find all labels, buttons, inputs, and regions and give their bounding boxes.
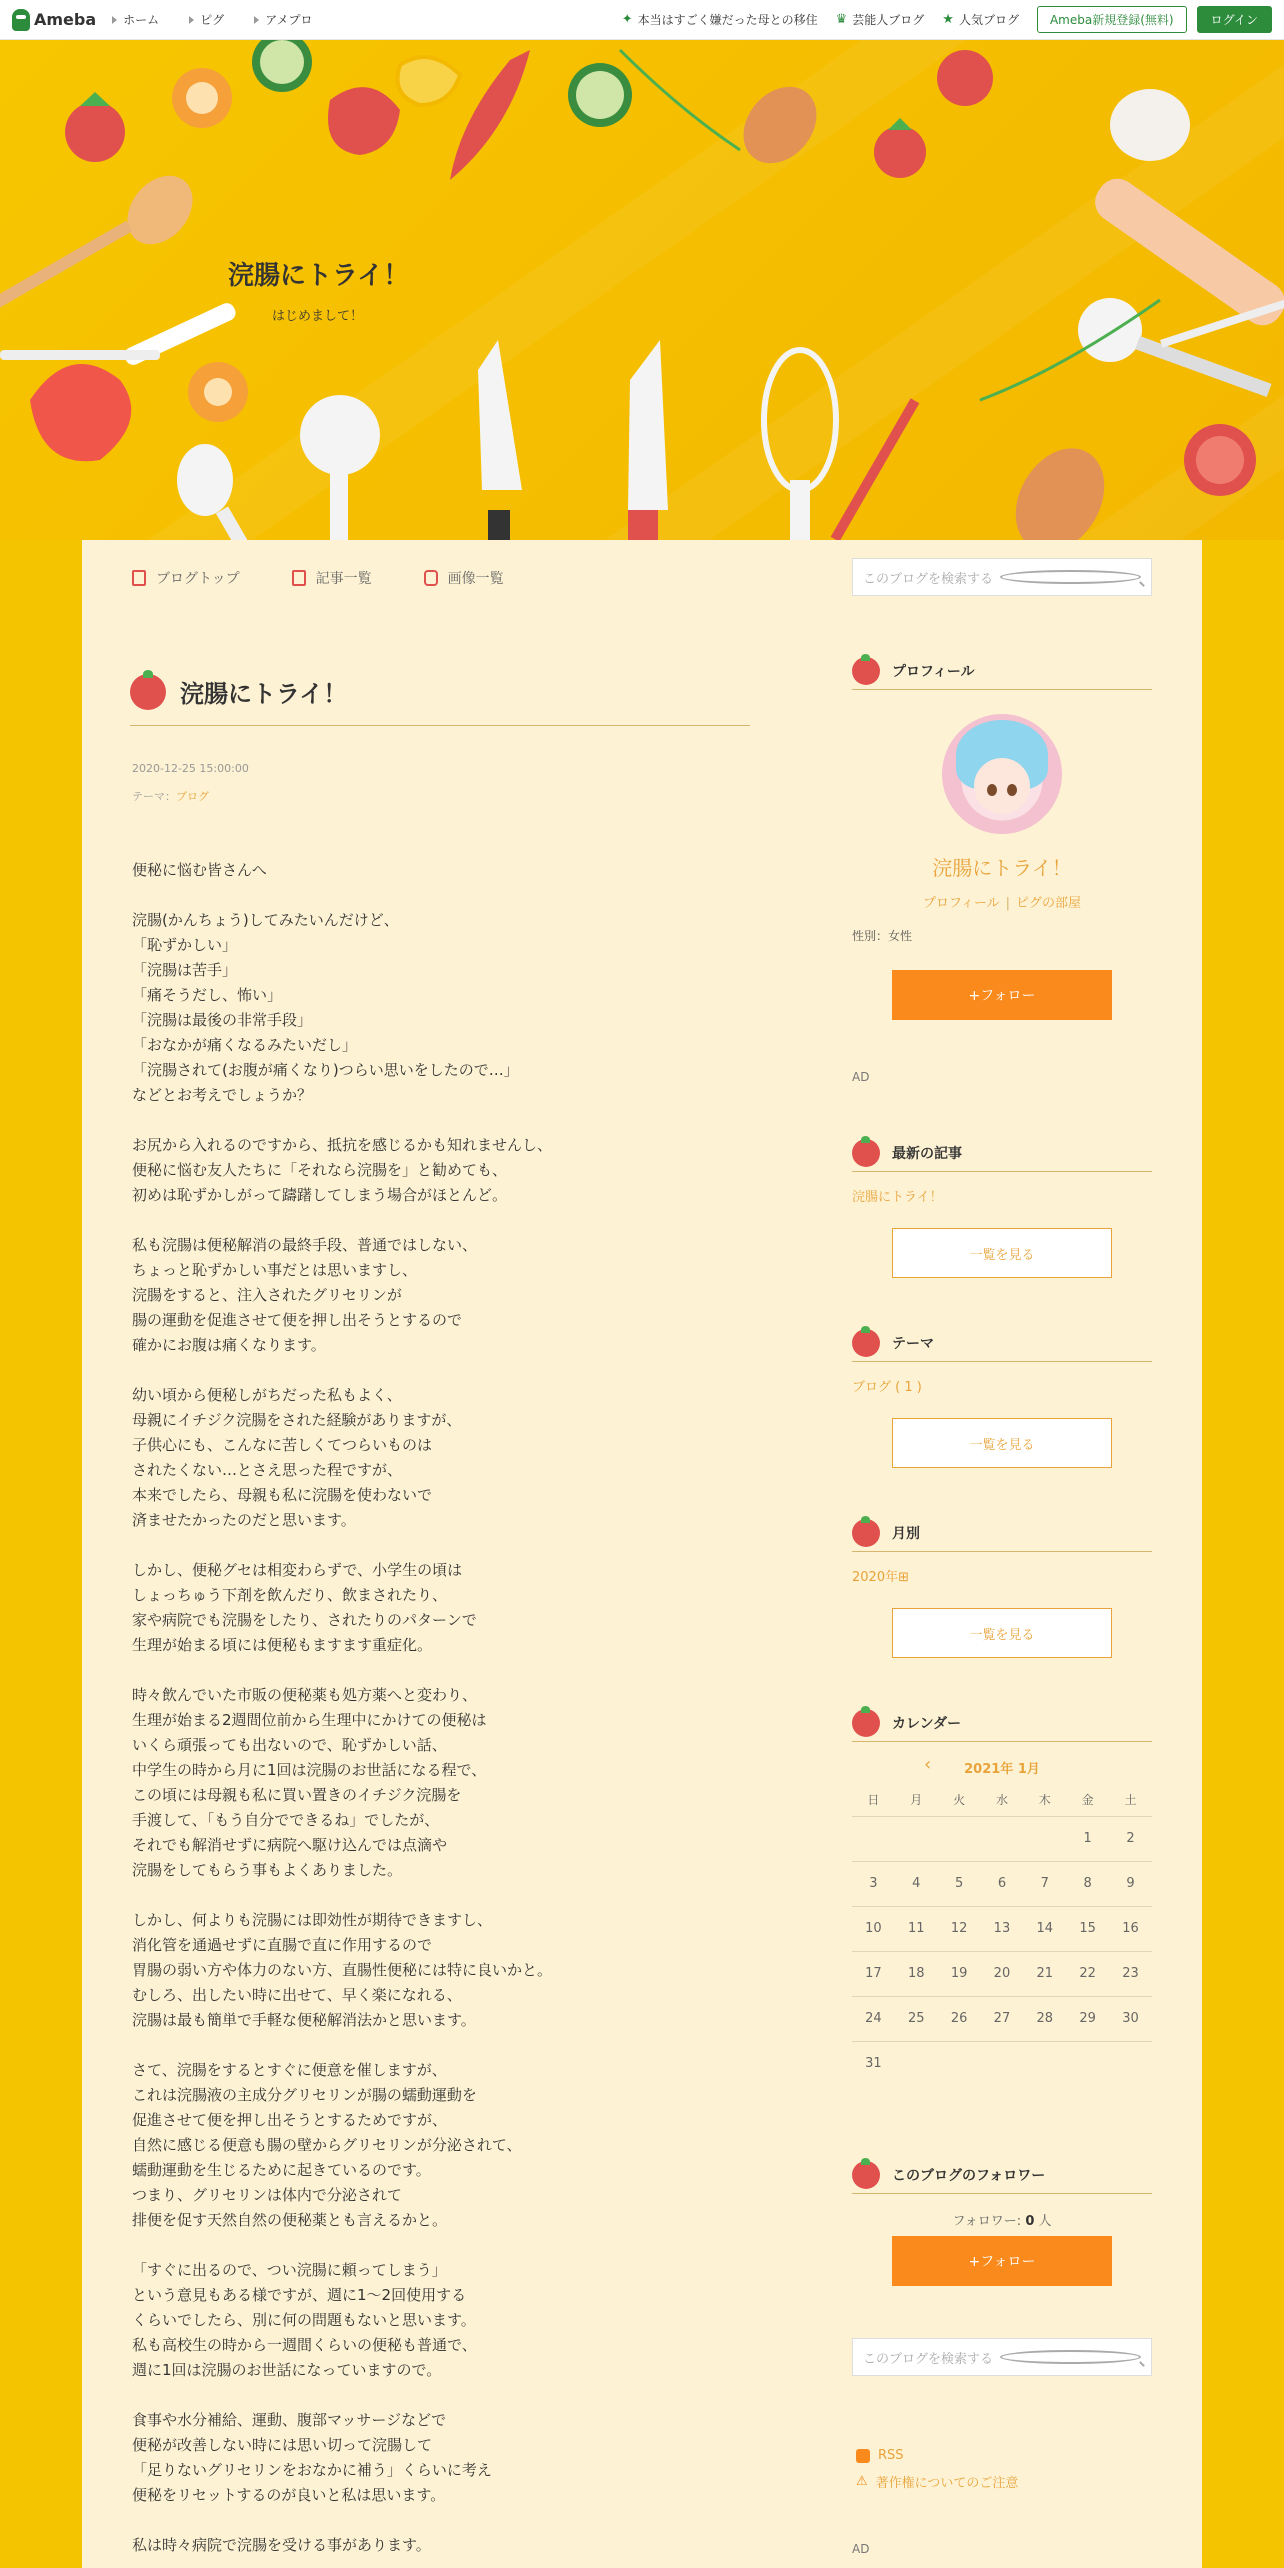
rss-link[interactable] bbox=[856, 2448, 904, 2463]
tomato-icon bbox=[852, 2161, 880, 2189]
celebrity-blog-label: 芸能人ブログ bbox=[852, 13, 925, 27]
tomato-icon bbox=[130, 674, 166, 710]
avatar[interactable] bbox=[942, 714, 1062, 834]
article-paragraph: さて、浣腸をするとすぐに便意を催しますが、 これは浣腸液の主成分グリセリンが腸の蠕動運動を 促進させて便を押し出そうとするためですが、 自然に感じる便意も腸の壁からグリセリンが分泌されて、 蠕動運動を生じるために起きているのです。 つまり、グリセリンは体内で分泌されて 排便を促す天然自然の便秘薬とも言えるかと。 bbox=[132, 2061, 522, 2229]
calendar-day: 23 bbox=[1109, 1951, 1152, 1996]
popular-blog-link[interactable] bbox=[942, 11, 1019, 28]
follower-count bbox=[852, 2210, 1152, 2229]
profile-link[interactable]: プロフィール bbox=[922, 896, 1000, 911]
followers-heading bbox=[852, 2156, 1152, 2194]
calendar-day bbox=[1023, 1816, 1066, 1861]
search-icon[interactable] bbox=[1000, 570, 1141, 584]
theme-heading bbox=[852, 1324, 1152, 1362]
article-paragraph: しかし、便秘グセは相変わらずで、小学生の頃は しょっちゅう下剤を飲んだり、飲まされたり、 家や病院でも浣腸をしたり、されたりのパターンで 生理が始まる頃には便秘もますます重症化。 bbox=[132, 1561, 477, 1654]
calendar-day: 7 bbox=[1023, 1861, 1066, 1906]
article-title[interactable]: 浣腸にトライ！ bbox=[180, 680, 348, 708]
tab-image-list[interactable] bbox=[424, 568, 504, 588]
calendar-day: 9 bbox=[1109, 1861, 1152, 1906]
latest-articles-widget bbox=[852, 1134, 1152, 1284]
ameba-logo[interactable] bbox=[12, 9, 96, 31]
article-paragraph: 幼い頃から便秘しがちだった私もよく、 母親にイチジク浣腸をされた経験がありますが、 子供心にも、こんなに苦しくてつらいものは されたくない…とさえ思った程ですが、 本来でしたら、母親も私に浣腸を使わないで 済ませたかったのだと思います。 bbox=[132, 1386, 462, 1529]
calendar-weekday-row bbox=[852, 1784, 1152, 1816]
calendar-day: 16 bbox=[1109, 1906, 1152, 1951]
followers-widget bbox=[852, 2156, 1152, 2306]
calendar-day: 15 bbox=[1066, 1906, 1109, 1951]
tomato-icon bbox=[852, 657, 880, 685]
followers-heading-label: このブログのフォロワー bbox=[892, 2167, 1046, 2184]
nav-home-label: ホーム bbox=[123, 13, 160, 27]
document-icon bbox=[132, 570, 146, 586]
calendar-week bbox=[852, 1816, 1152, 1861]
calendar-day: 25 bbox=[895, 1996, 938, 2041]
calendar-day: 13 bbox=[981, 1906, 1024, 1951]
celebrity-blog-link[interactable] bbox=[836, 11, 925, 28]
camera-icon bbox=[424, 570, 438, 586]
weekday: 水 bbox=[981, 1784, 1024, 1816]
warning-icon: ⚠ bbox=[856, 2474, 868, 2489]
calendar-day: 30 bbox=[1109, 1996, 1152, 2041]
weekday: 月 bbox=[895, 1784, 938, 1816]
calendar-widget bbox=[852, 1704, 1152, 2124]
search-placeholder: このブログを検索する bbox=[863, 2351, 994, 2367]
tomato-icon bbox=[852, 1709, 880, 1737]
article-body bbox=[132, 858, 732, 2568]
tomato-icon bbox=[852, 1139, 880, 1167]
article-paragraph: 私も浣腸は便秘解消の最終手段、普通ではしない、 ちょっと恥ずかしい事だとは思いますし、 浣腸をすると、注入されたグリセリンが 腸の運動を促進させて便を押し出そうとするので 確かにお腹は痛くなります。 bbox=[132, 1236, 478, 1354]
tab-blog-top-label: ブログトップ bbox=[156, 571, 240, 587]
calendar-day: 11 bbox=[895, 1906, 938, 1951]
star-icon: ★ bbox=[942, 12, 954, 27]
see-all-months-button[interactable]: 一覧を見る bbox=[892, 1608, 1112, 1658]
calendar-day: 6 bbox=[981, 1861, 1024, 1906]
calendar-day: 28 bbox=[1023, 1996, 1066, 2041]
tab-article-list-label: 記事一覧 bbox=[315, 571, 372, 587]
latest-heading bbox=[852, 1134, 1152, 1172]
calendar-month: 2021年 1月 bbox=[964, 1762, 1040, 1777]
latest-heading-label: 最新の記事 bbox=[892, 1145, 962, 1162]
calendar-day bbox=[1066, 2041, 1109, 2086]
profile-links bbox=[852, 892, 1152, 911]
search-input-bottom[interactable] bbox=[852, 2338, 1152, 2376]
calendar-day: 26 bbox=[938, 1996, 981, 2041]
search-input[interactable] bbox=[852, 558, 1152, 596]
calendar-day: 8 bbox=[1066, 1861, 1109, 1906]
ad-label-bottom: AD bbox=[852, 2542, 870, 2556]
nav-home[interactable] bbox=[112, 11, 159, 28]
featured-link[interactable] bbox=[622, 11, 818, 28]
pig-room-link[interactable]: ピグの部屋 bbox=[1016, 896, 1082, 911]
calendar-week bbox=[852, 1861, 1152, 1906]
search-icon[interactable] bbox=[1000, 2350, 1141, 2364]
weekday: 土 bbox=[1109, 1784, 1152, 1816]
monthly-heading-label: 月別 bbox=[892, 1525, 920, 1542]
profile-gender: 性別：女性 bbox=[852, 929, 913, 943]
weekday: 木 bbox=[1023, 1784, 1066, 1816]
weekday: 火 bbox=[938, 1784, 981, 1816]
main-content bbox=[82, 540, 1202, 2568]
article-paragraph: 私は時々病院で浣腸を受ける事があります。 bbox=[132, 2536, 431, 2554]
article-paragraph: お尻から入れるのですから、抵抗を感じるかも知れませんし、 便秘に悩む友人たちに「それなら浣腸を」と勧めても、 初めは恥ずかしがって躊躇してしまう場合がほとんど。 bbox=[132, 1136, 553, 1204]
copy-icon bbox=[292, 570, 306, 586]
rss-icon bbox=[856, 2449, 870, 2463]
profile-widget bbox=[852, 652, 1152, 1032]
avatar-eye bbox=[987, 784, 997, 796]
weekday: 金 bbox=[1066, 1784, 1109, 1816]
article-paragraph: 食事や水分補給、運動、腹部マッサージなどで 便秘が改善しない時には思い切って浣腸して 「足りないグリセリンをおなかに補う」くらいに考え 便秘をリセットするのが良いと私は思います。 bbox=[132, 2411, 492, 2504]
crown-icon: ♛ bbox=[835, 12, 848, 27]
follower-count-label: フォロワー: bbox=[952, 2214, 1022, 2229]
monthly-widget bbox=[852, 1514, 1152, 1664]
calendar-day: 24 bbox=[852, 1996, 895, 2041]
calendar-grid bbox=[852, 1784, 1152, 2086]
tomato-icon bbox=[852, 1329, 880, 1357]
calendar-day bbox=[895, 2041, 938, 2086]
weekday: 日 bbox=[852, 1784, 895, 1816]
register-button[interactable]: Ameba新規登録(無料) bbox=[1037, 6, 1187, 33]
login-button[interactable]: ログイン bbox=[1197, 6, 1272, 33]
triangle-icon bbox=[189, 16, 194, 24]
follow-button[interactable]: +フォロー bbox=[892, 970, 1112, 1020]
profile-name[interactable]: 浣腸にトライ！ bbox=[932, 856, 1072, 880]
sparkle-icon: ✦ bbox=[621, 12, 633, 27]
article-theme bbox=[132, 788, 209, 804]
avatar-eye bbox=[1007, 784, 1017, 796]
theme-link-blog[interactable]: ブログ ( 1 ) bbox=[852, 1380, 922, 1395]
calendar-day bbox=[852, 1816, 895, 1861]
calendar-week bbox=[852, 1996, 1152, 2041]
see-all-articles-button[interactable]: 一覧を見る bbox=[892, 1228, 1112, 1278]
profile-heading bbox=[852, 652, 1152, 690]
tab-blog-top[interactable] bbox=[132, 568, 240, 588]
calendar-heading bbox=[852, 1704, 1152, 1742]
profile-heading-label: プロフィール bbox=[892, 663, 975, 680]
calendar-day: 27 bbox=[981, 1996, 1024, 2041]
avatar-face bbox=[974, 758, 1030, 814]
calendar-day: 10 bbox=[852, 1906, 895, 1951]
calendar-day: 14 bbox=[1023, 1906, 1066, 1951]
calendar-week bbox=[852, 1951, 1152, 1996]
article-paragraph: 「すぐに出るので、つい浣腸に頼ってしまう」 という意見もある様ですが、週に1～2回使用する くらいでしたら、別に何の問題もないと思います。 私も高校生の時から一週間くらいの便秘も普通で、 週に1回は浣腸のお世話になっていますので。 bbox=[132, 2261, 477, 2379]
calendar-day bbox=[1023, 2041, 1066, 2086]
ad-label: AD bbox=[852, 1070, 870, 1084]
featured-label: 本当はすごく嫌だった母との移住 bbox=[637, 13, 818, 27]
theme-link[interactable]: ブログ bbox=[176, 790, 209, 803]
monthly-year-label: 2020年 bbox=[852, 1570, 899, 1585]
blog-subtitle: はじめまして！ bbox=[272, 309, 364, 324]
tab-article-list[interactable] bbox=[292, 568, 372, 588]
calendar-day: 22 bbox=[1066, 1951, 1109, 1996]
article-paragraph: 便秘に悩む皆さんへ bbox=[132, 861, 267, 879]
calendar-day: 20 bbox=[981, 1951, 1024, 1996]
calendar-day bbox=[938, 1816, 981, 1861]
article-date: 2020-12-25 15:00:00 bbox=[132, 762, 249, 775]
calendar-day: 18 bbox=[895, 1951, 938, 1996]
calendar-day: 21 bbox=[1023, 1951, 1066, 1996]
sidebar-footer-links bbox=[852, 2440, 1152, 2500]
nav-pigg-label: ピグ bbox=[200, 13, 225, 27]
copyright-label: 著作権についてのご注意 bbox=[875, 2476, 1019, 2491]
calendar-day: 2 bbox=[1109, 1816, 1152, 1861]
popular-blog-label: 人気ブログ bbox=[958, 13, 1019, 27]
blog-tabs bbox=[132, 568, 504, 588]
ameba-logo-icon bbox=[12, 9, 30, 31]
calendar-day: 29 bbox=[1066, 1996, 1109, 2041]
calendar-day: 19 bbox=[938, 1951, 981, 1996]
kitchen-illustration bbox=[0, 40, 1284, 540]
calendar-prev-icon[interactable]: ‹ bbox=[924, 1754, 932, 1775]
calendar-day: 31 bbox=[865, 2056, 882, 2072]
triangle-icon bbox=[254, 16, 259, 24]
calendar-heading-label: カレンダー bbox=[892, 1715, 962, 1732]
calendar-day: 5 bbox=[938, 1861, 981, 1906]
copyright-link[interactable] bbox=[856, 2472, 1018, 2491]
blog-header bbox=[0, 40, 1284, 540]
theme-heading-label: テーマ bbox=[892, 1335, 934, 1352]
calendar-day: 4 bbox=[895, 1861, 938, 1906]
expand-icon[interactable]: ⊞ bbox=[898, 1570, 909, 1585]
theme-widget bbox=[852, 1324, 1152, 1474]
calendar-week bbox=[852, 2041, 1152, 2086]
rss-label: RSS bbox=[878, 2448, 904, 2463]
triangle-icon bbox=[112, 16, 117, 24]
tomato-icon bbox=[852, 1519, 880, 1547]
calendar-day bbox=[981, 2041, 1024, 2086]
calendar-day: 1 bbox=[1066, 1816, 1109, 1861]
theme-label: テーマ： bbox=[132, 790, 176, 803]
calendar-day bbox=[1109, 2041, 1152, 2086]
nav-amepro-label: アメプロ bbox=[265, 13, 313, 27]
follower-count-unit: 人 bbox=[1038, 2214, 1052, 2229]
article-paragraph: 浣腸(かんちょう)してみたいんだけど、 「恥ずかしい」 「浣腸は苦手」 「痛そうだし、怖い」 「浣腸は最後の非常手段」 「おなかが痛くなるみたいだし」 「浣腸されて(お腹が痛くなり)つらい思いをしたので…」 などとお考えでしょうか？ bbox=[132, 911, 519, 1104]
tab-image-list-label: 画像一覧 bbox=[447, 571, 504, 587]
calendar-day bbox=[981, 1816, 1024, 1861]
calendar-day: 3 bbox=[852, 1861, 895, 1906]
calendar-week bbox=[852, 1906, 1152, 1951]
blog-title[interactable]: 浣腸にトライ！ bbox=[228, 261, 410, 291]
search-placeholder: このブログを検索する bbox=[863, 571, 994, 587]
separator: | bbox=[1005, 896, 1011, 911]
top-bar bbox=[0, 0, 1284, 40]
calendar-day: 12 bbox=[938, 1906, 981, 1951]
latest-article-link[interactable]: 浣腸にトライ！ bbox=[852, 1190, 943, 1205]
calendar-day: 17 bbox=[852, 1951, 895, 1996]
article-header bbox=[130, 658, 750, 726]
calendar-day bbox=[938, 2041, 981, 2086]
monthly-heading bbox=[852, 1514, 1152, 1552]
nav-amepro[interactable] bbox=[254, 11, 312, 28]
nav-pigg[interactable] bbox=[189, 11, 224, 28]
ameba-logo-text: Ameba bbox=[34, 10, 97, 29]
calendar-day bbox=[895, 1816, 938, 1861]
article-paragraph: 時々飲んでいた市販の便秘薬も処方薬へと変わり、 生理が始まる2週間位前から生理中にかけての便秘は いくら頑張っても出ないので、恥ずかしい話、 中学生の時から月に1回は浣腸のお世話になる程で、 この頃には母親も私に買い置きのイチジク浣腸を 手渡して、「もう自分でできるね」でしたが、 それでも解消せずに病院へ駆け込んでは点滴や 浣腸をしてもらう事もよくありました。 bbox=[132, 1686, 487, 1879]
monthly-year-link[interactable] bbox=[852, 1566, 909, 1585]
see-all-themes-button[interactable]: 一覧を見る bbox=[892, 1418, 1112, 1468]
follower-count-value: 0 bbox=[1025, 2214, 1035, 2229]
follow-button-bottom[interactable]: +フォロー bbox=[892, 2236, 1112, 2286]
article-paragraph: しかし、何よりも浣腸には即効性が期待できますし、 消化管を通過せずに直腸で直に作用するので 胃腸の弱い方や体力のない方、直腸性便秘には特に良いかと。 むしろ、出したい時に出せて、早く楽になれる、 浣腸は最も簡単で手軽な便秘解消法かと思います。 bbox=[132, 1911, 553, 2029]
